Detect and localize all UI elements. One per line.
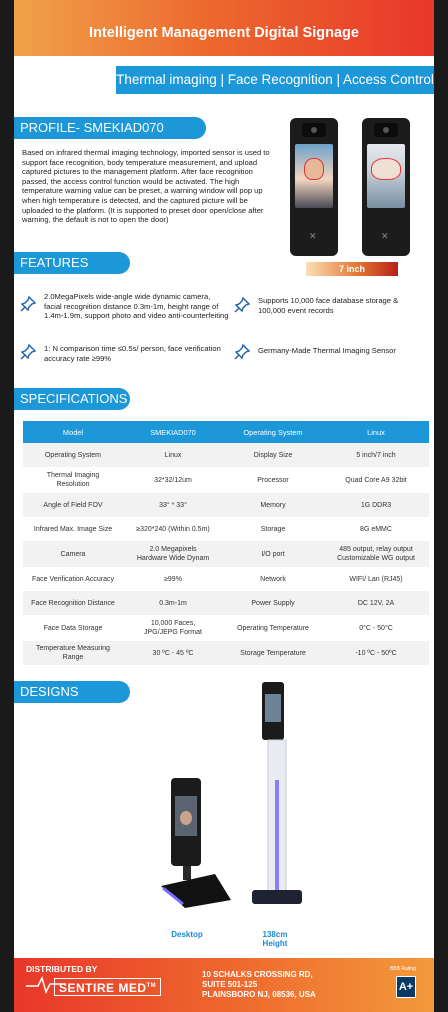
- table-cell: 2.0 Megapixels Hardware Wide Dynam: [123, 541, 223, 567]
- table-cell: I/O port: [223, 541, 323, 567]
- profile-description: Based on infrared thermal imaging technology, imported sensor is used to support face recognition, body temperature measurement, and upload captured pictures to the management platform. After face recognition passed, the access control function would be activated. The high temperature warning value can be preset, a warning window will pop up when high temperature is detected, and the captured picture will be uploaded to the platform. (It is supported to preset door open/close after warning, the default is not to open the door): [22, 148, 270, 225]
- table-row: [23, 443, 429, 467]
- brand-logo: [54, 978, 161, 996]
- table-cell: -10 ºC - 50ºC: [323, 641, 429, 665]
- table-cell: Face Recognition Distance: [23, 591, 123, 615]
- table-cell: 485 output, relay output Customizable WG output: [323, 541, 429, 567]
- table-cell: Linux: [123, 443, 223, 467]
- flyer-page: [14, 0, 434, 1012]
- table-cell: Display Size: [223, 443, 323, 467]
- table-cell: ≥99%: [123, 567, 223, 591]
- table-cell: 8G eMMC: [323, 517, 429, 541]
- distributor-address: 10 SCHALKS CROSSING RD, SUITE 501-125 PLAINSBORO NJ, 08536, USA: [202, 970, 316, 999]
- table-row: [23, 517, 429, 541]
- table-row: [23, 641, 429, 665]
- table-cell: 1G DDR3: [323, 493, 429, 517]
- table-cell: Memory: [223, 493, 323, 517]
- table-cell: WIFI/ Lan (RJ45): [323, 567, 429, 591]
- table-cell: DC 12V, 2A: [323, 591, 429, 615]
- distributed-by-label: DISTRIBUTED BY: [26, 964, 98, 974]
- table-cell: Operating Temperature: [223, 615, 323, 641]
- table-cell: 0.3m-1m: [123, 591, 223, 615]
- table-cell: Operating System: [23, 443, 123, 467]
- pushpin-icon: [20, 344, 36, 360]
- distributor-footer: [14, 958, 434, 1012]
- table-cell: Network: [223, 567, 323, 591]
- feature-item: 1: N comparison time ≤0.5s/ person, face verification accuracy rate ≥99%: [44, 344, 221, 363]
- display-size-label: 7 inch: [306, 262, 398, 276]
- subtitle-banner: Thermal imaging | Face Recognition | Access Control: [116, 66, 434, 94]
- column-header: Model: [23, 421, 123, 443]
- specifications-table: [23, 421, 429, 665]
- table-row: [23, 567, 429, 591]
- specifications-body: [23, 443, 429, 665]
- table-cell: Temperature Measuring Range: [23, 641, 123, 665]
- table-cell: 33° * 33°: [123, 493, 223, 517]
- page-title: Intelligent Management Digital Signage: [14, 0, 434, 56]
- feature-item: Germany-Made Thermal Imaging Sensor: [258, 346, 396, 355]
- table-cell: Camera: [23, 541, 123, 567]
- table-cell: 32*32/12um: [123, 467, 223, 493]
- table-cell: ≥320*240 (Within 0.5m): [123, 517, 223, 541]
- column-header: SMEKIAD070: [123, 421, 223, 443]
- table-cell: Power Supply: [223, 591, 323, 615]
- table-cell: 0°C - 50°C: [323, 615, 429, 641]
- device-image-front: [290, 118, 338, 256]
- pushpin-icon: [234, 344, 250, 360]
- table-cell: Quad Core A9 32bit: [323, 467, 429, 493]
- table-cell: Angle of Field FOV: [23, 493, 123, 517]
- feature-item: 2.0MegaPixels wide-angle wide dynamic camera, facial recognition distance 0.3m-1m, height range of 1.4m-1.9m, support photo and video anti-counterfeiting: [44, 292, 229, 321]
- table-cell: 30 ºC - 45 ºC: [123, 641, 223, 665]
- desktop-model-image: [159, 774, 233, 912]
- table-cell: Storage: [223, 517, 323, 541]
- table-header-row: [23, 421, 429, 443]
- id-card-preview: [371, 158, 401, 180]
- stand-height-label: 138cm Height: [262, 930, 288, 948]
- table-row: [23, 591, 429, 615]
- camera-module: [374, 123, 398, 137]
- table-cell: Face Verification Accuracy: [23, 567, 123, 591]
- trademark-mark: TM: [146, 983, 157, 989]
- column-header: Operating System: [223, 421, 323, 443]
- floor-stand-image: [246, 680, 310, 912]
- table-cell: Thermal Imaging Resolution: [23, 467, 123, 493]
- table-row: [23, 493, 429, 517]
- device-logo-icon: ✕: [381, 231, 389, 241]
- camera-module: [302, 123, 326, 137]
- features-heading: FEATURES: [14, 252, 130, 274]
- bbb-grade-badge: A+: [396, 976, 416, 998]
- face-preview: [304, 158, 324, 180]
- table-row: [23, 541, 429, 567]
- device-image-second: [362, 118, 410, 256]
- table-cell: 10,000 Faces, JPG/JEPG Format: [123, 615, 223, 641]
- brand-name: SENTIRE MED: [59, 981, 147, 995]
- pushpin-icon: [20, 296, 36, 312]
- pushpin-icon: [234, 297, 250, 313]
- table-cell: Storage Temperature: [223, 641, 323, 665]
- table-cell: Infrared Max. Image Size: [23, 517, 123, 541]
- column-header: Linux: [323, 421, 429, 443]
- table-cell: 5 inch/7 inch: [323, 443, 429, 467]
- table-row: [23, 615, 429, 641]
- designs-heading: DESIGNS: [14, 681, 130, 703]
- table-row: [23, 467, 429, 493]
- table-cell: Face Data Storage: [23, 615, 123, 641]
- table-cell: Processor: [223, 467, 323, 493]
- profile-heading: PROFILE- SMEKIAD070: [14, 117, 206, 139]
- feature-item: Supports 10,000 face database storage & 100,000 event records: [258, 296, 399, 315]
- bbb-rating-label: BBB Rating: [390, 966, 416, 972]
- desktop-label: Desktop: [171, 930, 203, 939]
- specifications-heading: SPECIFICATIONS: [14, 388, 130, 410]
- device-logo-icon: ✕: [309, 231, 317, 241]
